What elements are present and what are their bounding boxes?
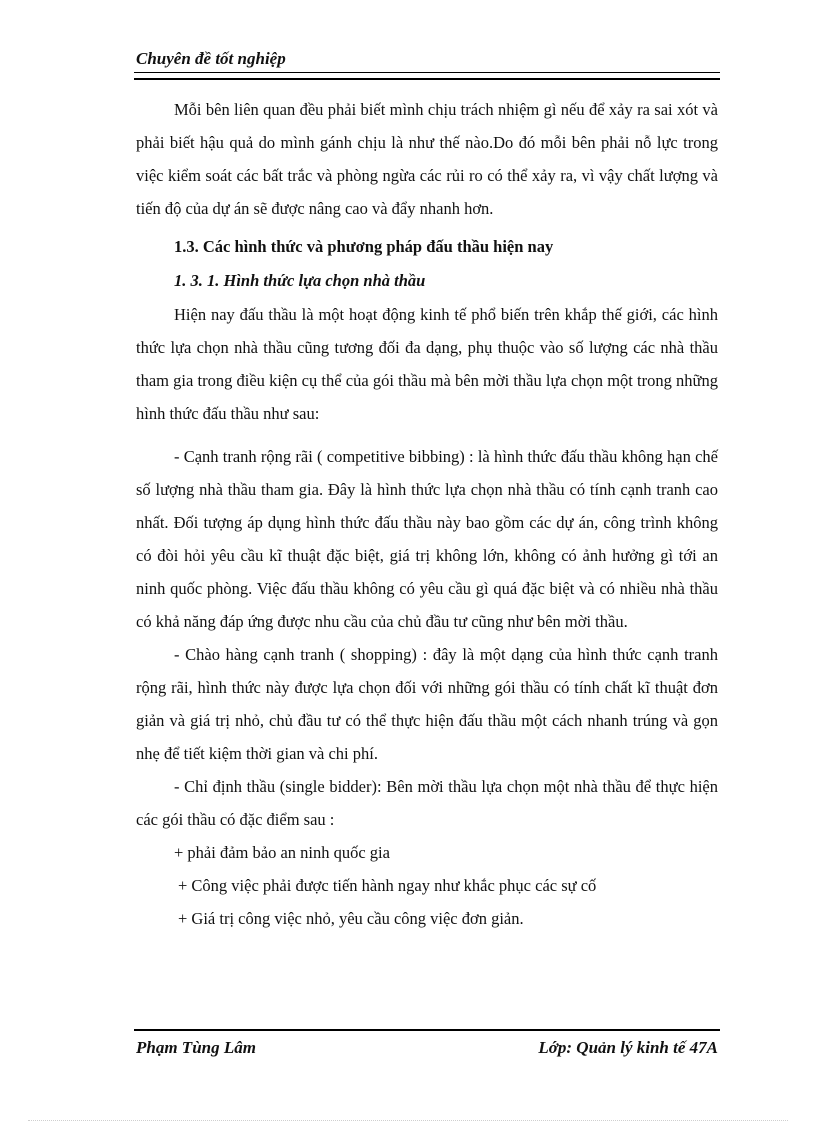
paragraph-single-bidder: - Chỉ định thầu (single bidder): Bên mời thầu lựa chọn một nhà thầu để thực hiện các gói thầu có đặc điểm sau : xyxy=(136,777,718,829)
section-heading-1-3: 1.3. Các hình thức và phương pháp đấu thầu hiện nay xyxy=(174,237,554,256)
footer-class: Lớp: Quản lý kinh tế 47A xyxy=(538,1038,718,1057)
document-body xyxy=(136,93,718,935)
page-bottom-edge xyxy=(28,1120,788,1121)
paragraph-shopping: - Chào hàng cạnh tranh ( shopping) : đây là một dạng của hình thức cạnh tranh rộng rãi, hình thức này được lựa chọn đối với những gói thầu có tính chất kĩ thuật đơn giản và giá trị nhỏ, chủ đầu tư có thể thực hiện đấu thầu một cách nhanh trúng và gọn nhẹ để tiết kiệm thời gian và chi phí. xyxy=(136,645,718,763)
list-item: + phải đảm bảo an ninh quốc gia xyxy=(174,843,390,862)
header-double-rule xyxy=(134,72,720,80)
paragraph-bidding-overview: Hiện nay đấu thầu là một hoạt động kinh tế phổ biến trên khắp thế giới, các hình thức lựa chọn nhà thầu cũng tương đối đa dạng, phụ thuộc vào số lượng các nhà thầu tham gia trong điều kiện cụ thể của gói thầu mà bên mời thầu lựa chọn một trong những hình thức đấu thầu như sau: xyxy=(136,305,718,423)
list-item: + Công việc phải được tiến hành ngay như khắc phục các sự cố xyxy=(178,876,597,895)
document-header-title: Chuyên đề tốt nghiệp xyxy=(136,49,286,68)
paragraph-competitive-bidding: - Cạnh tranh rộng rãi ( competitive bibbing) : là hình thức đấu thầu không hạn chế số lượng nhà thầu tham gia. Đây là hình thức lựa chọn nhà thầu có tính cạnh tranh cao nhất. Đối tượng áp dụng hình thức đấu thầu này bao gồm các dự án, công trình không có đòi hỏi yêu cầu kĩ thuật đặc biệt, giá trị không lớn, không có ảnh hưởng gì tới an ninh quốc phòng. Việc đấu thầu không có yêu cầu gì quá đặc biệt và có nhiều nhà thầu có khả năng đáp ứng được nhu cầu của chủ đầu tư cũng như bên mời thầu. xyxy=(136,447,718,631)
list-item: + Giá trị công việc nhỏ, yêu cầu công việc đơn giản. xyxy=(178,909,524,928)
footer-author: Phạm Tùng Lâm xyxy=(136,1038,256,1057)
paragraph-intro: Mỗi bên liên quan đều phải biết mình chịu trách nhiệm gì nếu để xảy ra sai xót và phải biết hậu quả do mình gánh chịu là như thế nào.Do đó mỗi bên phải nỗ lực trong việc kiểm soát các bất trắc và phòng ngừa các rủi ro có thể xảy ra, vì vậy chất lượng và tiến độ của dự án sẽ được nâng cao và đẩy nhanh hơn. xyxy=(136,100,718,218)
footer-rule xyxy=(134,1029,720,1031)
subsection-heading-1-3-1: 1. 3. 1. Hình thức lựa chọn nhà thầu xyxy=(174,271,426,290)
